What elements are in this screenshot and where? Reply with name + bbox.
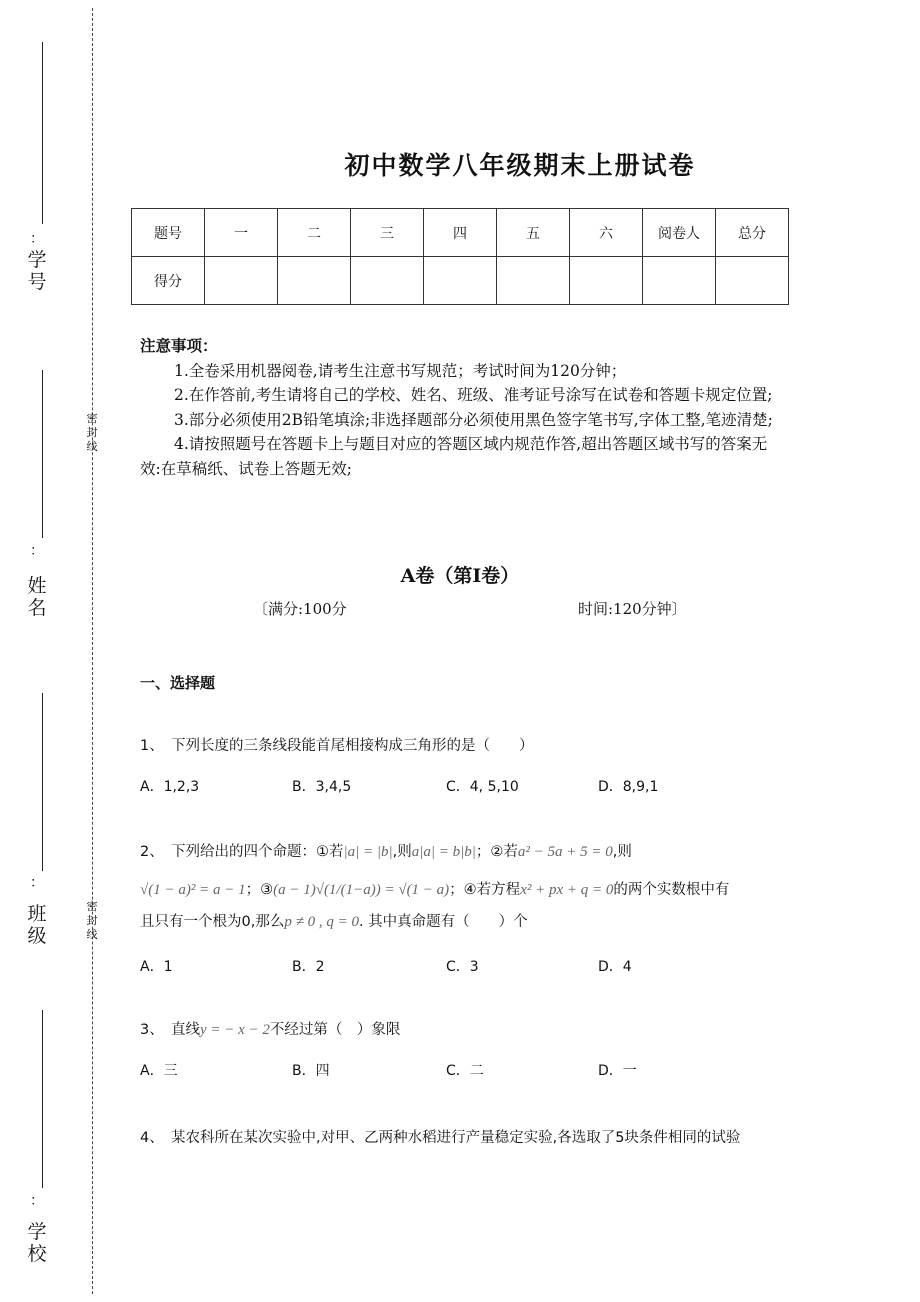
q2-formula: p ≠ 0 , q = 0 (284, 914, 359, 930)
score-cell[interactable] (716, 257, 789, 305)
q2-formula: √(1 − a)² = a − 1 (140, 882, 246, 898)
notice-heading: 注意事项： (140, 336, 218, 355)
seal-text-upper: 密 封 线 (86, 412, 98, 453)
q3-text: 3、 直线 (140, 1022, 200, 1038)
question-1-option-a[interactable]: A．1,2,3 (140, 779, 200, 795)
q3-text: 不经过第（ ）象限 (269, 1022, 401, 1038)
notice-item: 2.在作答前,考生请将自己的学校、姓名、班级、准考证号涂写在试卷和答题卡规定位置; (174, 386, 773, 404)
notice-block (140, 334, 782, 481)
section-title: A卷（第I卷） (400, 565, 520, 587)
part-heading: 一、选择题 (140, 674, 216, 692)
q2-text: ；②若 (475, 844, 518, 860)
q2-formula: |a| = |b| (343, 844, 393, 860)
q2-text: ；④若方程 (449, 882, 521, 898)
question-2-stem-line1 (140, 840, 632, 861)
score-cell[interactable] (205, 257, 278, 305)
question-2-stem-line3 (140, 910, 528, 931)
q2-formula: a|a| = b|b| (411, 844, 476, 860)
notice-item: 1.全卷采用机器阅卷,请考生注意书写规范；考试时间为120分钟； (174, 361, 627, 380)
q2-formula: x² + px + q = 0 (520, 882, 614, 898)
score-cell[interactable] (643, 257, 716, 305)
xuexiao-label: 学校 (27, 1221, 47, 1265)
question-3-option-a[interactable]: A．三 (140, 1063, 178, 1079)
question-2-option-b[interactable]: B．2 (292, 959, 325, 975)
question-3-option-d[interactable]: D．一 (598, 1063, 637, 1079)
score-cell[interactable] (351, 257, 424, 305)
header-cell: 五 (497, 209, 570, 257)
question-2-option-d[interactable]: D．4 (598, 959, 632, 975)
q2-text: . 其中真命题有（ ）个 (358, 914, 528, 930)
question-1-option-c[interactable]: C．4, 5,10 (446, 779, 519, 795)
question-1-option-d[interactable]: D．8,9,1 (598, 779, 659, 795)
page-title: 初中数学八年级期末上册试卷 (344, 151, 696, 180)
score-table-score-row (132, 257, 789, 305)
header-cell: 二 (278, 209, 351, 257)
xuexiao-line (42, 1010, 43, 1188)
question-1-stem: 1、 下列长度的三条线段能首尾相接构成三角形的是（ ） (140, 738, 534, 754)
xuehao-colon: ： (30, 231, 44, 247)
banji-line (42, 693, 43, 871)
header-cell: 阅卷人 (643, 209, 716, 257)
q2-text: 2、 下列给出的四个命题：①若 (140, 844, 344, 860)
score-table (131, 208, 789, 305)
full-score: 〔满分:100分 (253, 600, 347, 618)
question-4-stem: 4、 某农科所在某次实验中,对甲、乙两种水稻进行产量稳定实验,各选取了5块条件相同的试验 (140, 1130, 741, 1146)
banji-label: 班级 (27, 903, 47, 947)
header-cell: 题号 (132, 209, 205, 257)
header-cell: 四 (424, 209, 497, 257)
notice-item: 3.部分必须使用2B铅笔填涂;非选择题部分必须使用黑色签字笔书写,字体工整,笔迹清楚; (174, 410, 773, 429)
notice-item: 4.请按照题号在答题卡上与题目对应的答题区域内规范作答,超出答题区域书写的答案无效:在草稿纸、试卷上答题无效; (140, 435, 768, 478)
banji-colon: ： (30, 875, 44, 891)
header-cell: 三 (351, 209, 424, 257)
row-label-cell: 得分 (132, 257, 205, 305)
binding-dashed-line (92, 8, 93, 1294)
question-3-stem (140, 1018, 400, 1039)
seal-text-lower: 密 封 线 (86, 900, 98, 941)
header-cell: 总分 (716, 209, 789, 257)
q2-text: 且只有一个根为0,那么 (140, 914, 285, 930)
score-cell[interactable] (497, 257, 570, 305)
q2-text: ,则 (612, 844, 632, 860)
xuehao-line (42, 42, 43, 224)
question-2-stem-line2 (140, 878, 729, 899)
question-3-option-b[interactable]: B．四 (292, 1063, 330, 1079)
q2-text: ；③ (245, 882, 274, 898)
question-2-option-a[interactable]: A．1 (140, 959, 173, 975)
xuehao-label: 学号 (27, 249, 47, 293)
exam-time: 时间:120分钟〕 (578, 600, 687, 618)
q2-formula: (a − 1)√(1/(1−a)) = √(1 − a) (273, 882, 450, 898)
q2-text: ,则 (392, 844, 412, 860)
xuexiao-colon: ： (30, 1193, 44, 1209)
question-1-option-b[interactable]: B．3,4,5 (292, 779, 352, 795)
score-cell[interactable] (278, 257, 351, 305)
score-cell[interactable] (570, 257, 643, 305)
q2-formula: a² − 5a + 5 = 0 (517, 844, 613, 860)
score-cell[interactable] (424, 257, 497, 305)
xingming-colon: ： (30, 543, 44, 559)
header-cell: 一 (205, 209, 278, 257)
score-table-header-row (132, 209, 789, 257)
xingming-label: 姓名 (27, 575, 47, 619)
xingming-line (42, 370, 43, 538)
q3-formula: y = − x − 2 (199, 1022, 270, 1038)
header-cell: 六 (570, 209, 643, 257)
question-2-option-c[interactable]: C．3 (446, 959, 479, 975)
question-3-option-c[interactable]: C．二 (446, 1063, 484, 1079)
q2-text: 的两个实数根中有 (613, 882, 730, 898)
